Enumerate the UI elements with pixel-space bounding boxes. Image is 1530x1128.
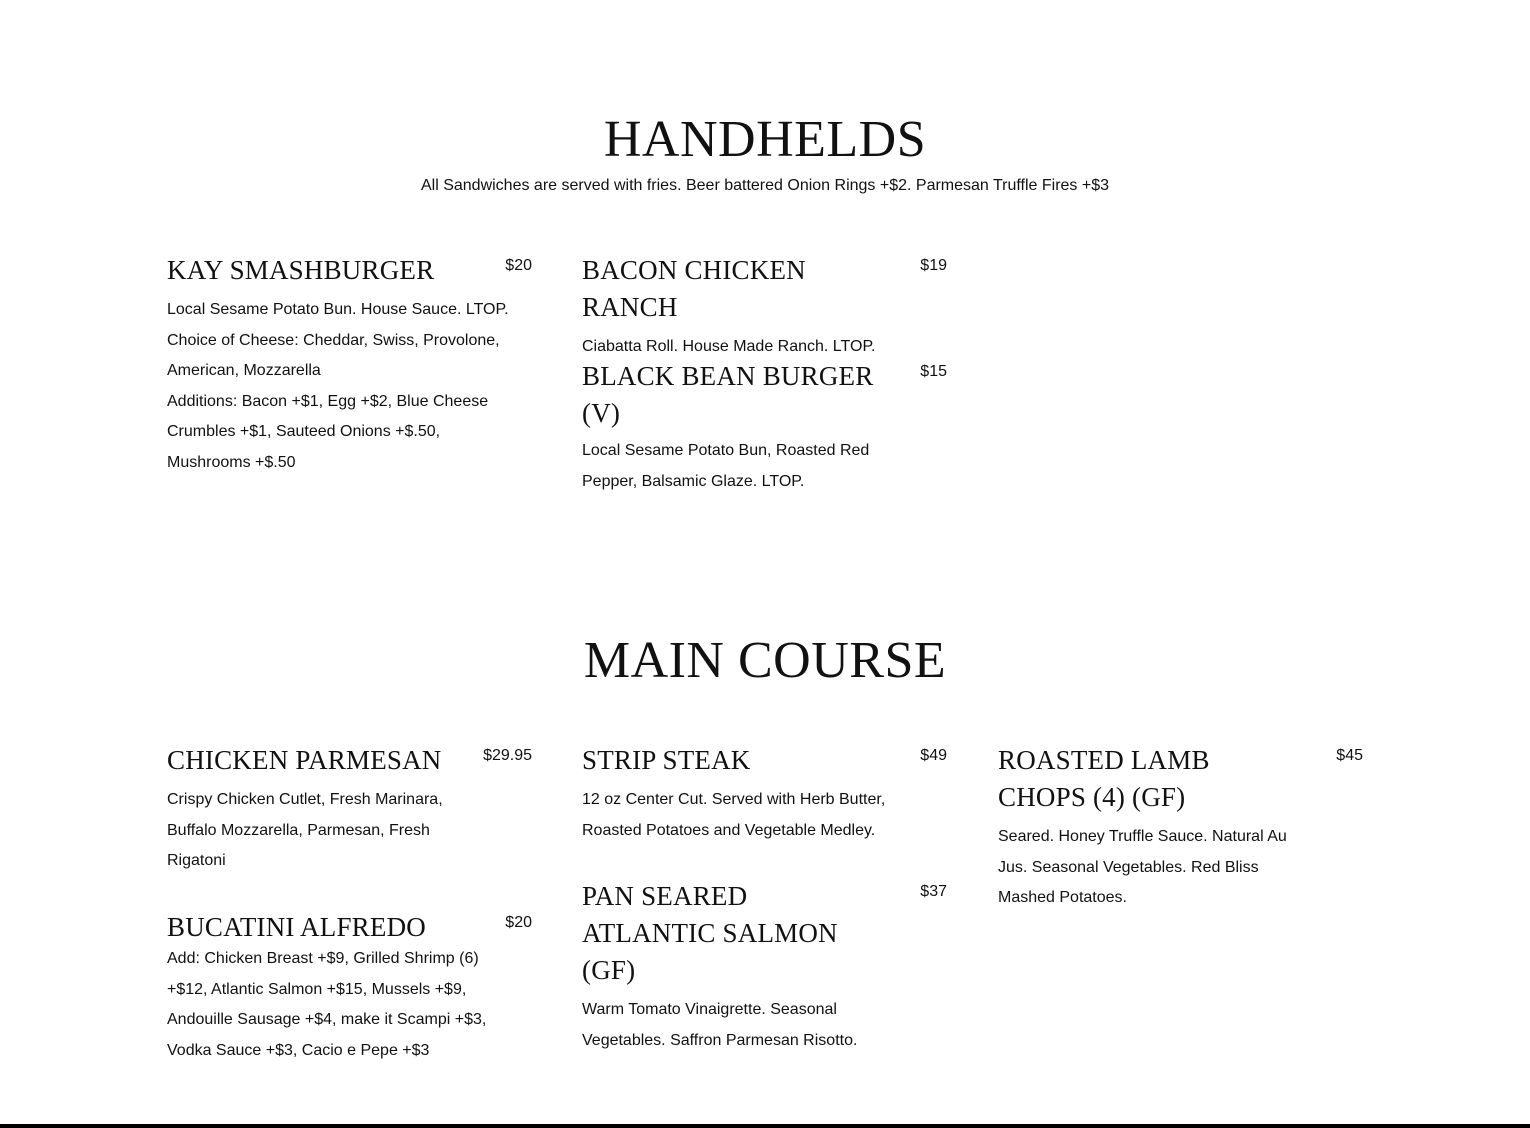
menu-item-pan-seared-atlantic-salmon <box>582 878 947 1056</box>
item-description <box>582 995 882 1056</box>
menu-item-black-bean-burger <box>582 358 947 497</box>
item-price: $29.95 <box>483 747 532 764</box>
item-price: $45 <box>1336 747 1363 764</box>
item-name: BLACK BEAN BURGER (V) <box>582 361 874 428</box>
item-description-line: Warm Tomato Vinaigrette. Seasonal Vegetables. Saffron Parmesan Risotto. <box>582 1001 858 1049</box>
item-description-line: Choice of Cheese: Cheddar, Swiss, Provolone, American, Mozzarella <box>167 331 500 379</box>
item-price: $20 <box>505 914 532 931</box>
item-description-line: Additions: Bacon +$1, Egg +$2, Blue Cheese Crumbles +$1, Sauteed Onions +$.50, Mushrooms +$.50 <box>167 392 489 471</box>
menu-item-strip-steak <box>582 742 947 846</box>
item-description <box>998 822 1308 914</box>
menu-item-bacon-chicken-ranch <box>582 252 947 363</box>
menu-item-kay-smashburger <box>167 252 532 478</box>
item-name: STRIP STEAK <box>582 745 751 775</box>
section-subtitle-handhelds: All Sandwiches are served with fries. Beer battered Onion Rings +$2. Parmesan Truffle Fires +$3 <box>420 177 1110 194</box>
item-name: KAY SMASHBURGER <box>167 255 435 285</box>
item-name: BUCATINI ALFREDO <box>167 912 426 942</box>
menu-item-bucatini-alfredo <box>167 909 532 1066</box>
menu-item-roasted-lamb-chops <box>998 742 1363 914</box>
item-name: ROASTED LAMB CHOPS (4) (GF) <box>998 745 1210 812</box>
item-description-line: Local Sesame Potato Bun, Roasted Red Pepper, Balsamic Glaze. LTOP. <box>582 442 870 490</box>
item-description <box>167 944 507 1066</box>
item-price: $15 <box>920 363 947 380</box>
item-description-line: 12 oz Center Cut. Served with Herb Butter, Roasted Potatoes and Vegetable Medley. <box>582 791 886 839</box>
menu-item-chicken-parmesan <box>167 742 532 877</box>
item-description-line: Local Sesame Potato Bun. House Sauce. LTOP. <box>167 301 509 318</box>
item-description <box>167 785 467 877</box>
item-name: PAN SEARED ATLANTIC SALMON (GF) <box>582 881 838 985</box>
item-name: CHICKEN PARMESAN <box>167 745 442 775</box>
item-description-line: Seared. Honey Truffle Sauce. Natural Au Jus. Seasonal Vegetables. Red Bliss Mashed Potatoes. <box>998 828 1287 906</box>
bottom-divider <box>0 1124 1530 1128</box>
item-name: BACON CHICKEN RANCH <box>582 255 806 322</box>
item-price: $49 <box>920 747 947 764</box>
item-price: $20 <box>505 257 532 274</box>
item-description-line: Crispy Chicken Cutlet, Fresh Marinara, Buffalo Mozzarella, Parmesan, Fresh Rigatoni <box>167 791 443 869</box>
item-price: $19 <box>920 257 947 274</box>
section-title-main-course: MAIN COURSE <box>583 632 947 689</box>
item-description-line: Ciabatta Roll. House Made Ranch. LTOP. <box>582 338 876 355</box>
item-description <box>582 785 902 846</box>
item-description <box>167 295 517 478</box>
item-price: $37 <box>920 883 947 900</box>
item-description <box>582 436 887 497</box>
item-description-line: Add: Chicken Breast +$9, Grilled Shrimp (6) +$12, Atlantic Salmon +$15, Mussels +$9, Andouille Sausage +$4, make it Scampi +$3, Vodka Sauce +$3, Cacio e Pepe +$3 <box>167 950 487 1059</box>
section-title-handhelds: HANDHELDS <box>603 111 927 168</box>
